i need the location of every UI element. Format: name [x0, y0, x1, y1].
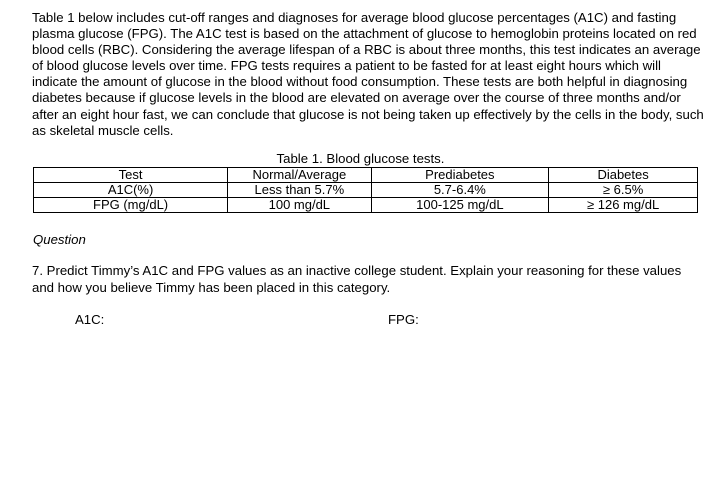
- cell-fpg-normal: 100 mg/dL: [228, 198, 371, 213]
- cell-fpg-test: FPG (mg/dL): [34, 198, 228, 213]
- cell-fpg-prediabetes: 100-125 mg/dL: [371, 198, 549, 213]
- question-heading: Question: [33, 232, 86, 247]
- table-row: [34, 198, 698, 213]
- cell-a1c-normal: Less than 5.7%: [228, 183, 371, 198]
- answer-fpg-label: FPG:: [388, 312, 419, 327]
- blood-glucose-table: [33, 167, 698, 213]
- header-diabetes: Diabetes: [549, 168, 698, 183]
- cell-fpg-diabetes: ≥ 126 mg/dL: [549, 198, 698, 213]
- header-prediabetes: Prediabetes: [371, 168, 549, 183]
- table-header-row: [34, 168, 698, 183]
- intro-paragraph: Table 1 below includes cut-off ranges and diagnoses for average blood glucose percentages (A1C) and fasting plasma glucose (FPG). The A1C test is based on the attachment of glucose to hemoglobin proteins located on red blood cells (RBC). Considering the average lifespan of a RBC is about three months, this test indicates an average of blood glucose levels over time. FPG tests requires a patient to be fasted for at least eight hours which will indicate the amount of glucose in the blood without food consumption. These tests are both helpful in diagnosing diabetes because if glucose levels in the blood are elevated on average over the course of three months and/or after an eight hour fast, we can conclude that glucose is not being taken up effectively by the cells in the body, such as skeletal muscle cells.: [32, 10, 704, 138]
- table-row: [34, 183, 698, 198]
- cell-a1c-test: A1C(%): [34, 183, 228, 198]
- cell-a1c-diabetes: ≥ 6.5%: [549, 183, 698, 198]
- header-test: Test: [34, 168, 228, 183]
- cell-a1c-prediabetes: 5.7-6.4%: [371, 183, 549, 198]
- table-caption: Table 1. Blood glucose tests.: [276, 151, 445, 166]
- answer-a1c-label: A1C:: [75, 312, 105, 327]
- header-normal: Normal/Average: [228, 168, 371, 183]
- question-text: 7. Predict Timmy’s A1C and FPG values as an inactive college student. Explain your reasoning for these values and how you believe Timmy has been placed in this category.: [32, 263, 682, 295]
